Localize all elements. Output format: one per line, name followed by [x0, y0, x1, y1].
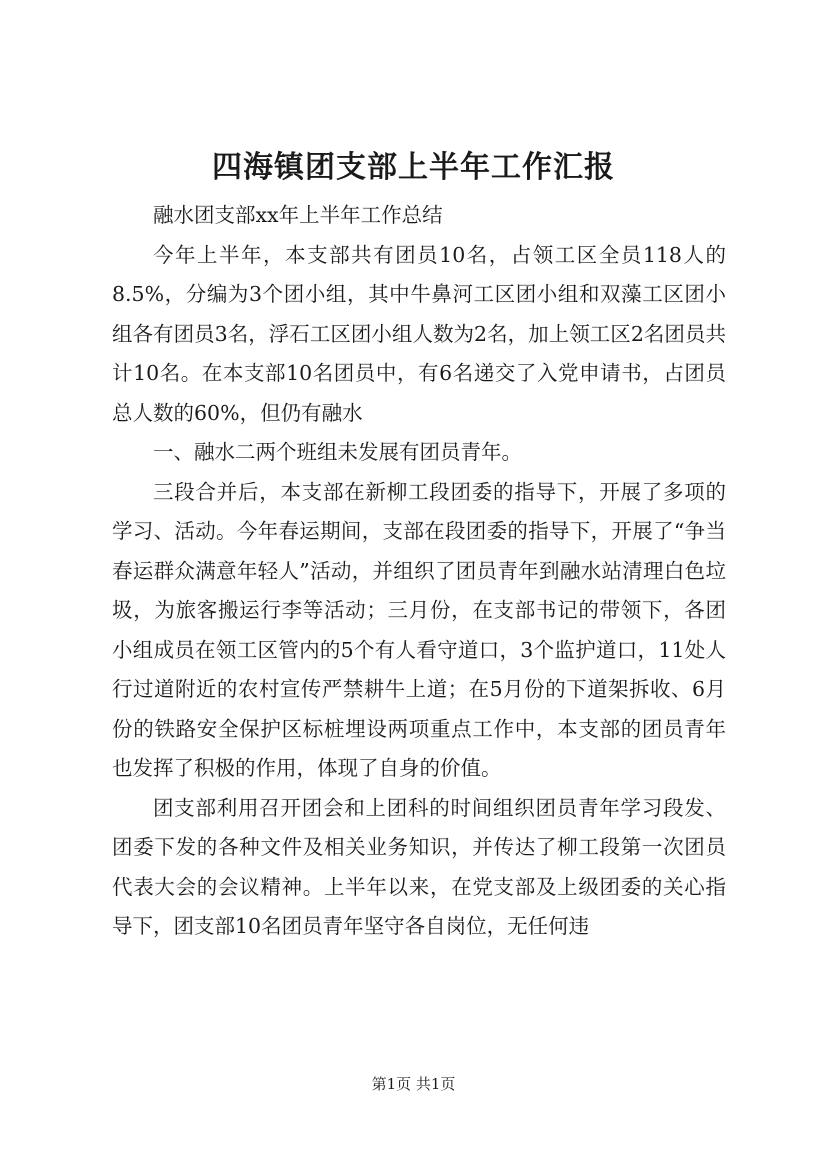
paragraph-4: 团支部利用召开团会和上团科的时间组织团员青年学习段发、团委下发的各种文件及相关业务知识，并传达了柳工段第一次团员代表大会的会议精神。上半年以来，在党支部及上级团委的关心指导下，团支部10名团员青年坚守各自岗位，无任何违 [112, 795, 726, 938]
paragraph-2: 一、融水二两个班组未发展有团员青年。 [153, 440, 522, 464]
paragraph-1: 今年上半年，本支部共有团员10名，占领工区全员118人的8.5%，分编为3个团小组，其中牛鼻河工区团小组和双藻工区团小组各有团员3名，浮石工区团小组人数为2名，加上领工区2名团员共计10名。在本支部10名团员中，有6名递交了入党申请书，占团员总人数的60%，但仍有融水 [112, 242, 726, 425]
page-footer: 第1页 共1页 [371, 1075, 456, 1093]
document-subtitle: 融水团支部xx年上半年工作总结 [153, 203, 443, 227]
document-body [112, 196, 726, 947]
paragraph-3: 三段合并后，本支部在新柳工段团委的指导下，开展了多项的学习、活动。今年春运期间，支部在段团委的指导下，开展了“争当春运群众满意年轻人”活动，并组织了团员青年到融水站清理白色垃圾，为旅客搬运行李等活动；三月份，在支部书记的带领下，各团小组成员在领工区管内的5个有人看守道口，3个监护道口，11处人行过道附近的农村宣传严禁耕牛上道；在5月份的下道架拆收、6月份的铁路安全保护区标桩埋设两项重点工作中，本支部的团员青年也发挥了积极的作用，体现了自身的价值。 [112, 479, 726, 780]
document-title: 四海镇团支部上半年工作汇报 [212, 150, 615, 185]
